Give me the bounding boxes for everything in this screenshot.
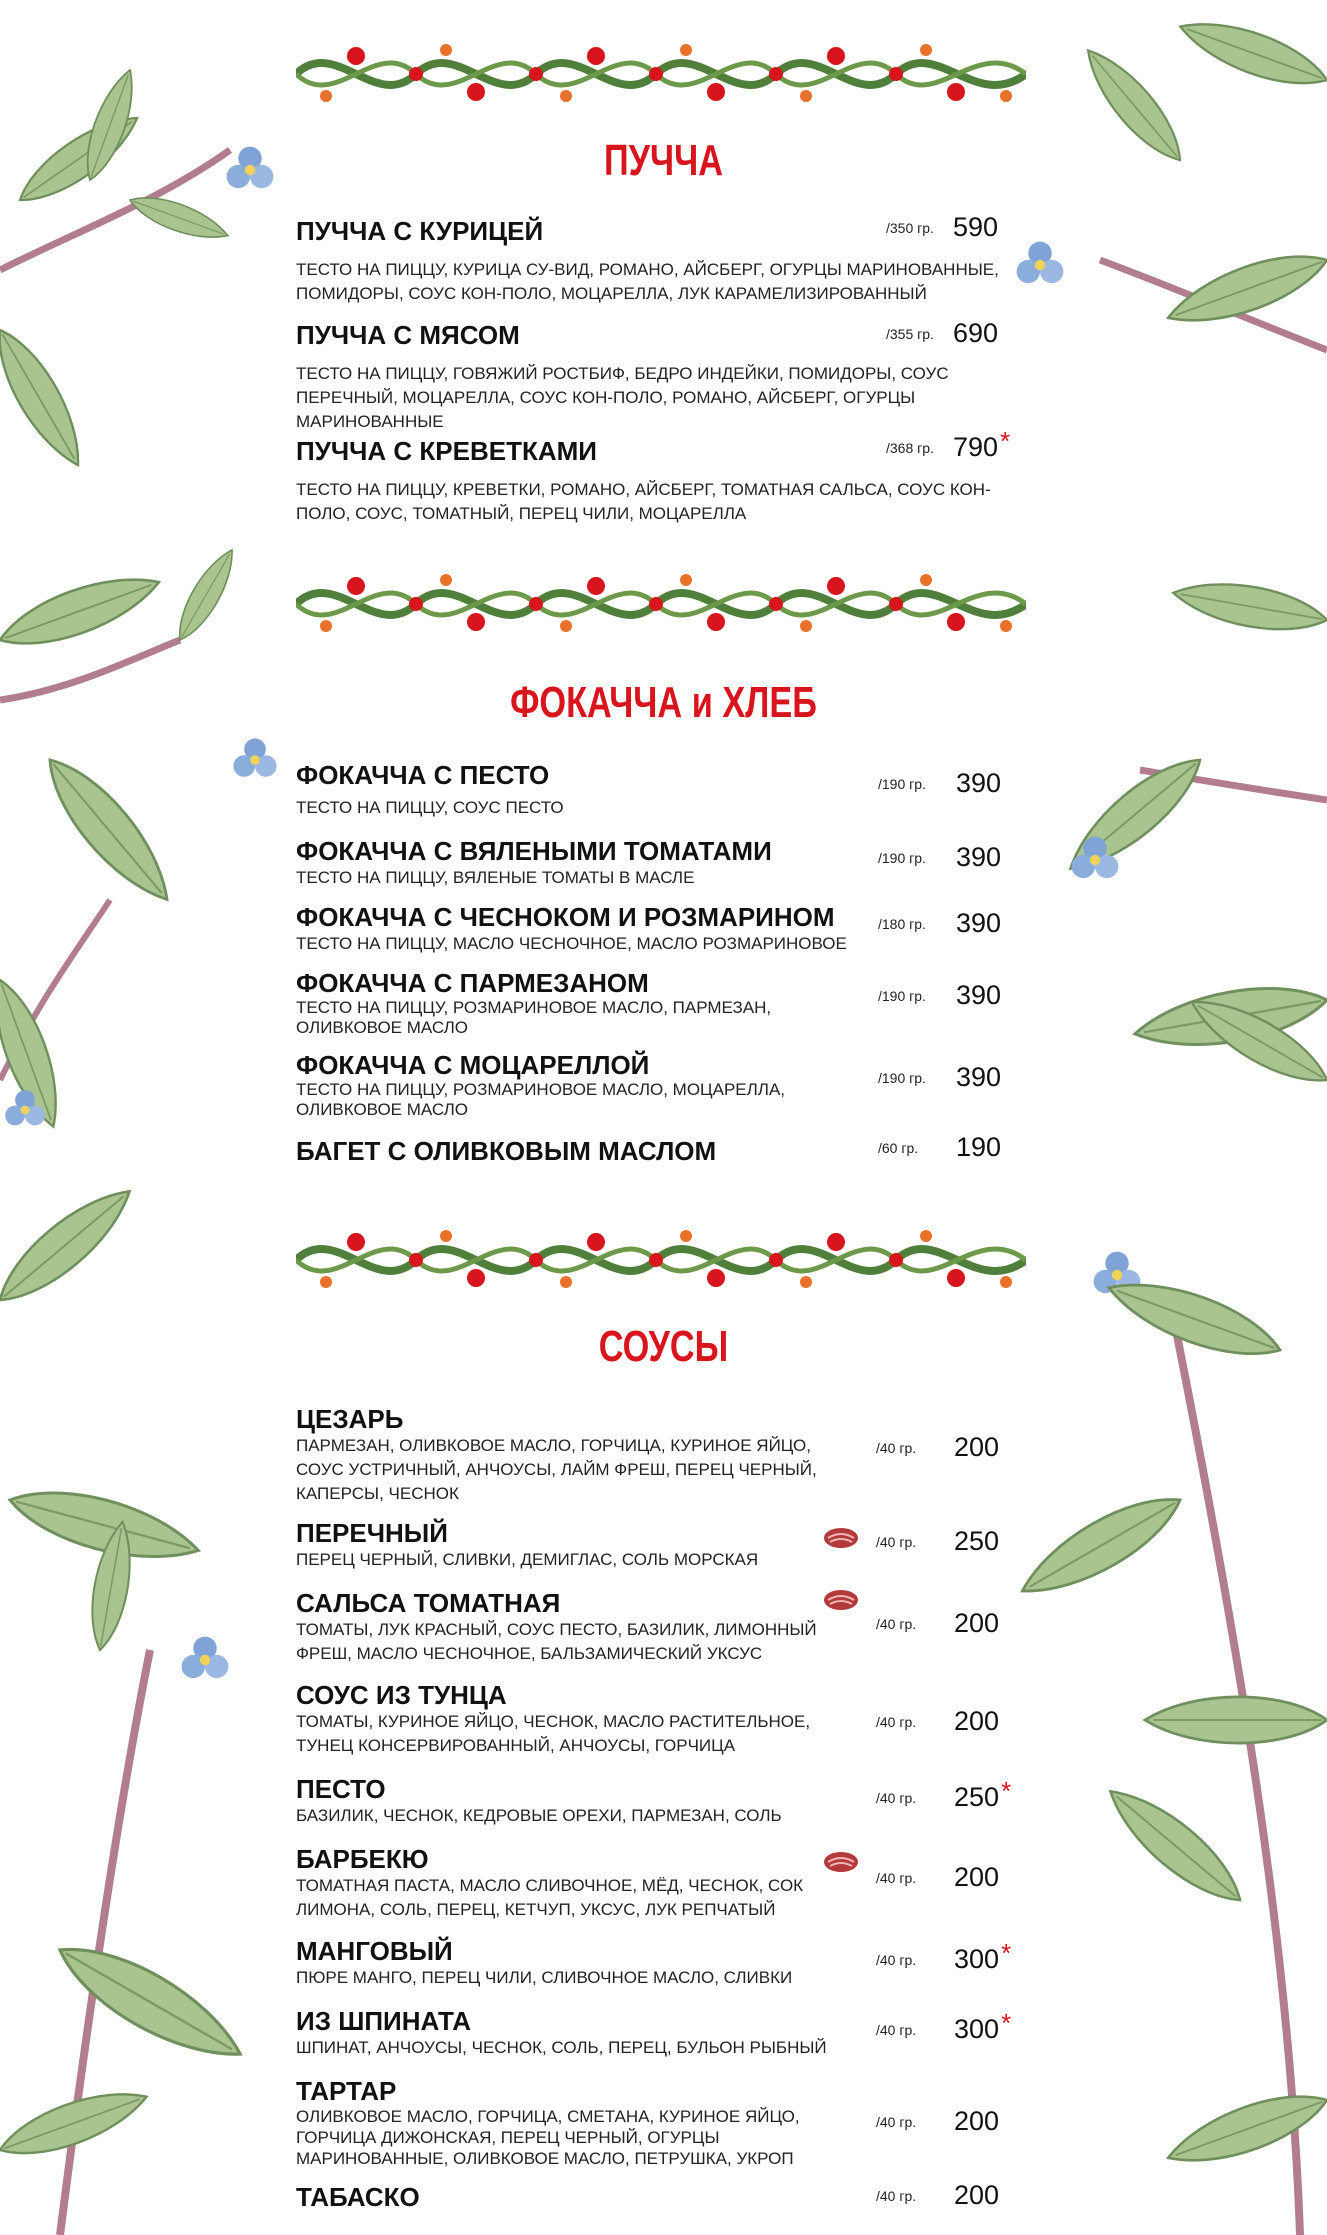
menu-item [296,2006,1036,2060]
price-asterisk: * [1001,1938,1012,1968]
item-price: 390 [956,980,1002,1010]
menu-item [296,426,1036,526]
menu-item [296,1936,1036,1990]
item-description: ТЕСТО НА ПИЦЦУ, ГОВЯЖИЙ РОСТБИФ, БЕДРО ИНДЕЙКИ, ПОМИДОРЫ, СОУС ПЕРЕЧНЫЙ, МОЦАРЕЛЛА, СОУС КОН-ПОЛО, РОМАНО, АЙСБЕРГ, ОГУРЦЫ МАРИНОВАННЫЕ [296,364,949,431]
item-name: ПУЧЧА С КРЕВЕТКАМИ [296,436,597,466]
item-price: 200 [954,1432,1000,1462]
item-name: ТАБАСКО [296,2182,420,2212]
item-weight: /180 гр. [878,916,926,932]
item-description: ОЛИВКОВОЕ МАСЛО, ГОРЧИЦА, СМЕТАНА, КУРИНОЕ ЯЙЦО, ГОРЧИЦА ДИЖОНСКАЯ, ПЕРЕЦ ЧЕРНЫЙ, ОГУРЦЫ МАРИНОВАННЫЕ, ОЛИВКОВОЕ МАСЛО, ПЕТРУШКА, УКРОП [296,2107,800,2168]
item-weight: /350 гр. [886,220,934,236]
menu-item [296,2182,1036,2212]
menu-item [296,902,1036,956]
item-name: ТАРТАР [296,2076,397,2106]
price-asterisk: * [1000,426,1011,456]
item-name: ПУЧЧА С МЯСОМ [296,320,520,350]
item-name: ИЗ ШПИНАТА [296,2006,471,2036]
item-weight: /40 гр. [876,2114,917,2130]
item-price: 300* [954,1938,1012,1974]
section-title-focaccia: ФОКАЧЧА и ХЛЕБ [510,678,817,727]
item-price: 200 [954,2106,1000,2136]
floral-ornament-icon [296,1212,1026,1308]
item-weight: /40 гр. [876,1790,917,1806]
item-description: ТЕСТО НА ПИЦЦУ, КРЕВЕТКИ, РОМАНО, АЙСБЕРГ, ТОМАТНАЯ САЛЬСА, СОУС КОН-ПОЛО, СОУС, ТОМАТНЫЙ, ПЕРЕЦ ЧИЛИ, МОЦАРЕЛЛА [296,480,991,523]
item-description: ТЕСТО НА ПИЦЦУ, РОЗМАРИНОВОЕ МАСЛО, МОЦАРЕЛЛА, ОЛИВКОВОЕ МАСЛО [296,1080,786,1119]
item-name: ЦЕЗАРЬ [296,1404,404,1434]
item-price: 200 [954,1862,1000,1892]
item-price: 200 [954,2180,1000,2210]
menu-item [296,1844,1036,1922]
menu-item [296,1680,1036,1758]
floral-ornament-icon [296,26,1026,122]
item-weight: /190 гр. [878,988,926,1004]
menu-item [296,1774,1036,1828]
item-description: ТЕСТО НА ПИЦЦУ, СОУС ПЕСТО [296,798,564,817]
item-price: 690 [953,318,999,348]
menu-item [296,836,1036,890]
item-price: 250* [954,1776,1012,1812]
menu-item [296,1132,1036,1166]
item-name: ФОКАЧЧА С МОЦАРЕЛЛОЙ [296,1050,650,1080]
item-description: ШПИНАТ, АНЧОУСЫ, ЧЕСНОК, СОЛЬ, ПЕРЕЦ, БУЛЬОН РЫБНЫЙ [296,2038,827,2057]
item-name: САЛЬСА ТОМАТНАЯ [296,1588,561,1618]
floral-ornament-icon [296,556,1026,652]
item-name: ПЕСТО [296,1774,386,1804]
item-price: 390 [956,908,1002,938]
menu-item [296,968,1036,1038]
item-name: ФОКАЧЧА С ЧЕСНОКОМ И РОЗМАРИНОМ [296,902,835,932]
item-name: ФОКАЧЧА С ВЯЛЕНЫМИ ТОМАТАМИ [296,836,772,866]
item-name: СОУС ИЗ ТУНЦА [296,1680,507,1710]
item-weight: /355 гр. [886,326,934,342]
item-price: 390 [956,768,1002,798]
item-price: 200 [954,1706,1000,1736]
item-description: ТЕСТО НА ПИЦЦУ, РОЗМАРИНОВОЕ МАСЛО, ПАРМЕЗАН, ОЛИВКОВОЕ МАСЛО [296,998,772,1037]
item-description: ТЕСТО НА ПИЦЦУ, КУРИЦА СУ-ВИД, РОМАНО, АЙСБЕРГ, ОГУРЦЫ МАРИНОВАННЫЕ, ПОМИДОРЫ, СОУС КОН-ПОЛО, МОЦАРЕЛЛА, ЛУК КАРАМЕЛИЗИРОВАННЫЙ [296,260,999,303]
item-price: 790* [953,426,1011,462]
item-description: ТЕСТО НА ПИЦЦУ, МАСЛО ЧЕСНОЧНОЕ, МАСЛО РОЗМАРИНОВОЕ [296,934,847,953]
item-description: ПЕРЕЦ ЧЕРНЫЙ, СЛИВКИ, ДЕМИГЛАС, СОЛЬ МОРСКАЯ [296,1550,759,1569]
item-price: 200 [954,1608,1000,1638]
item-weight: /60 гр. [878,1140,919,1156]
item-weight: /40 гр. [876,1952,917,1968]
price-asterisk: * [1001,1776,1012,1806]
item-price: 390 [956,1062,1002,1092]
item-name: ФОКАЧЧА С ПЕСТО [296,760,550,790]
price-asterisk: * [1001,2008,1012,2038]
item-weight: /40 гр. [876,2022,917,2038]
item-weight: /40 гр. [876,1534,917,1550]
menu-item [296,320,1036,434]
item-weight: /40 гр. [876,2188,917,2204]
item-weight: /190 гр. [878,850,926,866]
item-weight: /368 гр. [886,440,934,456]
item-price: 590 [953,212,999,242]
steak-icon [822,1526,860,1550]
menu-item [296,1050,1036,1120]
steak-icon [822,1588,860,1612]
item-name: ПУЧЧА С КУРИЦЕЙ [296,216,544,246]
item-name: МАНГОВЫЙ [296,1936,453,1966]
item-description: ТОМАТЫ, ЛУК КРАСНЫЙ, СОУС ПЕСТО, БАЗИЛИК, ЛИМОННЫЙ ФРЕШ, МАСЛО ЧЕСНОЧНОЕ, БАЛЬЗАМИЧЕСКИЙ УКСУС [296,1620,817,1663]
item-weight: /40 гр. [876,1440,917,1456]
item-description: ТЕСТО НА ПИЦЦУ, ВЯЛЕНЫЕ ТОМАТЫ В МАСЛЕ [296,868,695,887]
menu-item [296,212,1036,306]
item-name: БАГЕТ С ОЛИВКОВЫМ МАСЛОМ [296,1136,717,1166]
menu-item [296,1404,1036,1506]
section-title-sauces: СОУСЫ [598,1322,729,1371]
item-price: 390 [956,842,1002,872]
item-name: ПЕРЕЧНЫЙ [296,1518,448,1548]
item-description: ПАРМЕЗАН, ОЛИВКОВОЕ МАСЛО, ГОРЧИЦА, КУРИНОЕ ЯЙЦО, СОУС УСТРИЧНЫЙ, АНЧОУСЫ, ЛАЙМ ФРЕШ, ПЕРЕЦ ЧЕРНЫЙ, КАПЕРСЫ, ЧЕСНОК [296,1436,817,1503]
steak-icon [822,1850,860,1874]
item-price: 190 [956,1132,1002,1162]
item-price: 250 [954,1526,1000,1556]
item-weight: /190 гр. [878,1070,926,1086]
menu-item [296,1518,1036,1572]
item-weight: /40 гр. [876,1616,917,1632]
item-price: 300* [954,2008,1012,2044]
menu-item [296,2076,1036,2169]
item-description: БАЗИЛИК, ЧЕСНОК, КЕДРОВЫЕ ОРЕХИ, ПАРМЕЗАН, СОЛЬ [296,1806,782,1825]
item-name: ФОКАЧЧА С ПАРМЕЗАНОМ [296,968,649,998]
item-description: ТОМАТЫ, КУРИНОЕ ЯЙЦО, ЧЕСНОК, МАСЛО РАСТИТЕЛЬНОЕ, ТУНЕЦ КОНСЕРВИРОВАННЫЙ, АНЧОУСЫ, ГОРЧИЦА [296,1712,811,1755]
menu-item [296,760,1036,820]
item-weight: /190 гр. [878,776,926,792]
item-name: БАРБЕКЮ [296,1844,429,1874]
section-title-puccia: ПУЧЧА [603,136,724,185]
item-description: ПЮРЕ МАНГО, ПЕРЕЦ ЧИЛИ, СЛИВОЧНОЕ МАСЛО, СЛИВКИ [296,1968,793,1987]
item-weight: /40 гр. [876,1714,917,1730]
item-weight: /40 гр. [876,1870,917,1886]
item-description: ТОМАТНАЯ ПАСТА, МАСЛО СЛИВОЧНОЕ, МЁД, ЧЕСНОК, СОК ЛИМОНА, СОЛЬ, ПЕРЕЦ, КЕТЧУП, УКСУС, ЛУК РЕПЧАТЫЙ [296,1876,804,1919]
menu-item [296,1588,1036,1666]
